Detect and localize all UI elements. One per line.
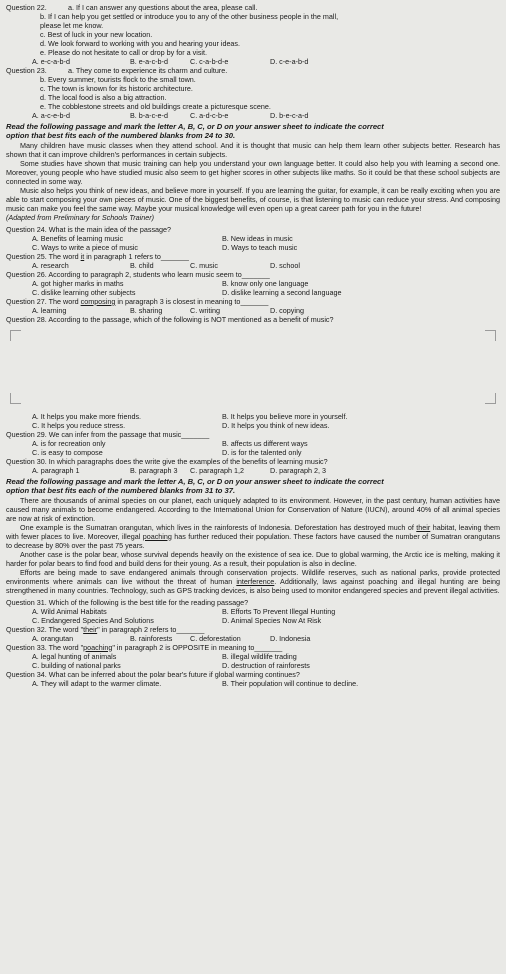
answer-options [6, 234, 500, 252]
option-a[interactable]: A. research [32, 260, 69, 270]
passage-paragraph-2: Some studies have shown that music training can help you understand your own language better. It could also help you with learning a second one. Moreover, young people who have studied music also seem to get higher scores in other subjects like maths. So it could be that these school subjects are connected in some way. [6, 158, 500, 186]
question-label: Question 30. [6, 456, 47, 466]
question-28 [6, 315, 500, 324]
option-c[interactable]: C. It helps you reduce stress. [32, 420, 126, 430]
option-c[interactable]: C. music [190, 260, 218, 270]
option-c[interactable]: C. is easy to compose [32, 447, 103, 457]
underlined-word: their [83, 624, 98, 634]
option-d[interactable]: D. It helps you think of new ideas. [222, 420, 330, 430]
answer-blank [176, 625, 204, 634]
option-b[interactable]: B. e-a-c-b-d [130, 57, 168, 66]
question-stem: What is the main idea of the passage? [48, 224, 172, 234]
option-b[interactable]: B. illegal wildlife trading [222, 651, 297, 661]
underlined-word: interference [236, 576, 275, 586]
question-22 [6, 3, 500, 12]
question-24 [6, 225, 500, 234]
passage-source: (Adapted from Preliminary for Schools Trainer) [6, 212, 155, 222]
option-a[interactable]: A. got higher marks in maths [32, 278, 124, 288]
option-b[interactable]: B. paragraph 3 [130, 465, 178, 475]
option-c[interactable]: C. Ways to write a piece of music [32, 242, 138, 252]
option-d[interactable]: D. dislike learning a second language [222, 287, 342, 297]
question-31 [6, 598, 500, 607]
question-label: Question 24. [6, 224, 47, 234]
passage-paragraph-3: Music also helps you think of new ideas, and believe more in yourself. If you are learning the guitar, for example, it can be really exciting when you are able to start composing your own pieces of music. One of the biggest benefits, of course, is that listening to music can reduce your stress. And composing music can make you feel the same way. Maybe your musical knowledge will even open up a great career path for you in the future! [6, 185, 500, 213]
answer-options [6, 412, 500, 430]
sentence-item: a. They come to experience its charm and culture. [68, 66, 228, 75]
option-d[interactable]: D. destruction of rainforests [222, 660, 310, 670]
answer-options [6, 279, 500, 297]
underlined-word: it [80, 251, 85, 261]
sentence-item: d. We look forward to working with you and hearing your ideas. [40, 39, 241, 48]
question-29 [6, 430, 500, 439]
question-stem: We can infer from the passage that music [48, 429, 182, 439]
answer-options [6, 261, 500, 270]
answer-options [6, 634, 500, 643]
option-c[interactable]: C. dislike learning other subjects [32, 287, 136, 297]
option-d[interactable]: D. Animal Species Now At Risk [222, 615, 322, 625]
option-a[interactable]: A. e-c-a-b-d [32, 57, 70, 66]
passage-paragraph-2: One example is the Sumatran orangutan, which lives in the rainforests of Indonesia. Deforestation has destroyed much of their habitat, leaving them with fewer places to live. Moreover, illegal poaching has further reduced their population. These factors have caused the number of Sumatran orangutans to decrease by 80% over the past 75 years. [6, 522, 500, 550]
question-25: Question 25. The word it in paragraph 1 refers to _______ [6, 252, 500, 261]
question-label: Question 34. [6, 669, 47, 679]
question-30 [6, 457, 500, 466]
answer-options [6, 679, 500, 688]
underlined-word: composing [80, 296, 116, 306]
answer-blank [181, 430, 209, 439]
sentence-item: please let me know. [40, 21, 104, 30]
option-c[interactable]: C. paragraph 1,2 [190, 465, 244, 475]
passage-paragraph-4: Efforts are being made to save endangered animals through conservation projects. Wildlife reserves, such as national parks, provide protected environments where animals can live without the threat of human interference. Additionally, laws against poaching and illegal hunting are being strengthened in many countries. Technology, such as GPS tracking devices, is also being used to monitor endangered species and prevent illegal activities. [6, 567, 500, 595]
option-d[interactable]: D. paragraph 2, 3 [270, 465, 326, 475]
option-d[interactable]: D. b-e-c-a-d [270, 111, 309, 120]
answer-blank [240, 297, 268, 306]
sentence-item: e. Please do not hesitate to call or drop by for a visit. [40, 48, 208, 57]
page-break [6, 324, 500, 412]
option-a[interactable]: A. legal hunting of animals [32, 651, 117, 661]
option-a[interactable]: A. orangutan [32, 633, 74, 643]
option-b[interactable]: B. Their population will continue to decline. [222, 678, 359, 688]
option-b[interactable]: B. b-a-c-e-d [130, 111, 168, 120]
question-label: Question 32. [6, 624, 47, 634]
question-26 [6, 270, 500, 279]
sentence-item: b. Every summer, tourists flock to the small town. [40, 75, 196, 84]
question-label: Question 28. [6, 314, 47, 324]
answer-options [6, 439, 500, 457]
question-stem: In which paragraphs does the write give the examples of the benefits of learning music? [48, 456, 328, 466]
option-b[interactable]: B. Efforts To Prevent Illegal Hunting [222, 606, 336, 616]
question-stem: What can be inferred about the polar bear's future if global warming continues? [48, 669, 300, 679]
sentence-item: b. If I can help you get settled or introduce you to any of the other business people in the mall, [40, 12, 339, 21]
question-27: Question 27. The word composing in paragraph 3 is closest in meaning to _______ [6, 297, 500, 306]
question-label: Question 29. [6, 429, 47, 439]
option-c[interactable]: C. Endangered Species And Solutions [32, 615, 154, 625]
option-b[interactable]: B. affects us different ways [222, 438, 308, 448]
answer-options [6, 466, 500, 475]
option-a[interactable]: A. is for recreation only [32, 438, 106, 448]
option-d[interactable]: D. c-e-a-b-d [270, 57, 309, 66]
option-b[interactable]: B. know only one language [222, 278, 309, 288]
option-a[interactable]: A. a-c-e-b-d [32, 111, 70, 120]
question-label: Question 23. [6, 66, 47, 75]
sentence-item: e. The cobblestone streets and old buildings create a picturesque scene. [40, 102, 271, 111]
question-label: Question 22. [6, 3, 47, 12]
crop-mark [10, 330, 21, 341]
option-b[interactable]: B. sharing [130, 305, 163, 315]
question-stem: According to paragraph 2, students who learn music seem to [48, 269, 242, 279]
sentence-item: c. Best of luck in your new location. [40, 30, 153, 39]
answer-blank [161, 252, 189, 261]
question-label: Question 33. [6, 642, 47, 652]
option-b[interactable]: B. rainforests [130, 633, 173, 643]
reading-instruction: Read the following passage and mark the letter A, B, C, or D on your answer sheet to indicate the correct option that best fits each of the numbered blanks from 24 to 30. [6, 122, 384, 141]
sentence-item: a. If I can answer any questions about the area, please call. [68, 3, 258, 12]
option-d[interactable]: D. Indonesia [270, 633, 311, 643]
question-stem: According to the passage, which of the following is NOT mentioned as a benefit of music? [48, 314, 334, 324]
crop-mark [485, 330, 496, 341]
sentence-item: c. The town is known for its historic architecture. [40, 84, 193, 93]
option-a[interactable]: A. Wild Animal Habitats [32, 606, 107, 616]
option-c[interactable]: C. a-d-c-b-e [190, 111, 229, 120]
answer-blank [242, 270, 270, 279]
crop-mark [485, 393, 496, 404]
option-a[interactable]: A. They will adapt to the warmer climate. [32, 678, 162, 688]
question-33: Question 33. The word "poaching" in paragraph 2 is OPPOSITE in meaning to _______ [6, 643, 500, 652]
option-a[interactable]: A. Benefits of learning music [32, 233, 124, 243]
sentence-item: d. The local food is also a big attraction. [40, 93, 167, 102]
question-34 [6, 670, 500, 679]
passage-paragraph-3: Another case is the polar bear, whose survival depends heavily on the existence of sea ice. Due to global warming, the Arctic ice is melting, making it harder for polar bears to find food and build dens for their young. As a result, their population is also in decline. [6, 549, 500, 568]
option-c[interactable]: C. writing [190, 305, 220, 315]
option-a[interactable]: A. It helps you make more friends. [32, 411, 142, 421]
answer-blank [254, 643, 282, 652]
question-32: Question 32. The word "their" in paragraph 2 refers to _______ [6, 625, 500, 634]
question-23 [6, 66, 500, 75]
crop-mark [10, 393, 21, 404]
underlined-word: their [416, 522, 431, 532]
answer-options [6, 306, 500, 315]
option-b[interactable]: B. It helps you believe more in yourself. [222, 411, 348, 421]
option-a[interactable]: A. paragraph 1 [32, 465, 80, 475]
passage-paragraph-1: There are thousands of animal species on our planet, each uniquely adapted to its environment. However, in the past century, human activities have caused many animals to become endangered. According to the International Union for Conservation of Nature (IUCN), around 40% of all animal species are now at risk of extinction. [6, 495, 500, 523]
option-c[interactable]: C. c-a-b-d-e [190, 57, 229, 66]
answer-options [6, 57, 500, 66]
option-b[interactable]: B. child [130, 260, 154, 270]
answer-options [6, 111, 500, 120]
option-d[interactable]: D. Ways to teach music [222, 242, 298, 252]
question-label: Question 26. [6, 269, 47, 279]
option-c[interactable]: C. building of national parks [32, 660, 121, 670]
option-d[interactable]: D. school [270, 260, 300, 270]
option-b[interactable]: B. New ideas in music [222, 233, 293, 243]
question-label: Question 31. [6, 597, 47, 607]
question-label: Question 27. [6, 296, 47, 306]
question-label: Question 25. [6, 251, 47, 261]
question-stem: Which of the following is the best title for the reading passage? [48, 597, 249, 607]
passage-paragraph-1: Many children have music classes when they attend school. And it is thought that music can help them learn other subjects better. Research has shown that it can improve children's performances in certain subjects. [6, 140, 500, 159]
answer-options [6, 652, 500, 670]
underlined-word: poaching [83, 642, 113, 652]
underlined-word: poaching [142, 531, 172, 541]
option-d[interactable]: D. copying [270, 305, 304, 315]
reading-instruction: Read the following passage and mark the letter A, B, C, or D on your answer sheet to indicate the correct option that best fits each of the numbered blanks from 31 to 37. [6, 476, 384, 496]
option-a[interactable]: A. learning [32, 305, 67, 315]
answer-options [6, 607, 500, 625]
option-c[interactable]: C. deforestation [190, 633, 241, 643]
option-d[interactable]: D. is for the talented only [222, 447, 302, 457]
